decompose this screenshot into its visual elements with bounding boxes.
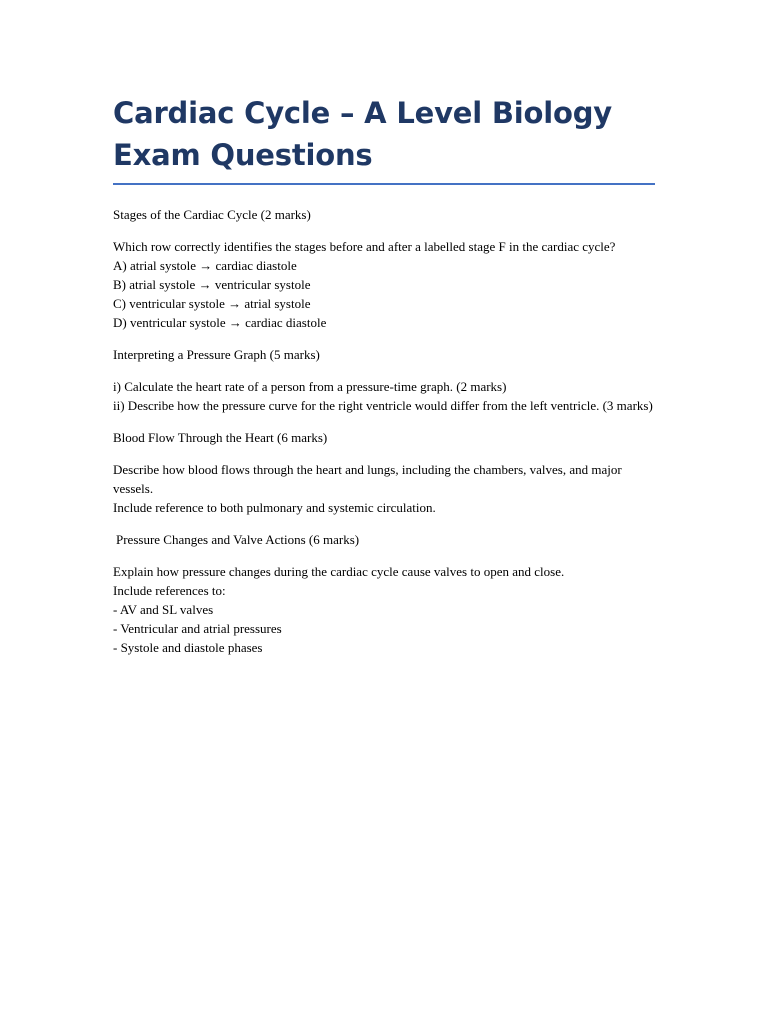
question-note: Include reference to both pulmonary and systemic circulation.: [113, 500, 436, 515]
question-text: Which row correctly identifies the stages before and after a labelled stage F in the cardiac cycle?: [113, 239, 616, 254]
question-text: Describe how blood flows through the heart and lungs, including the chambers, valves, and major vessels.: [113, 462, 622, 496]
document-title: Cardiac Cycle – A Level Biology Exam Questions: [113, 96, 612, 172]
answer-option-c: C) ventricular systole → atrial systole: [113, 296, 311, 311]
section-heading: Pressure Changes and Valve Actions (6 marks): [116, 532, 360, 547]
question-part-ii: ii) Describe how the pressure curve for the right ventricle would differ from the left ventricle. (3 marks): [113, 398, 653, 413]
answer-option-d: D) ventricular systole → cardiac diastole: [113, 315, 327, 330]
question-block: [113, 237, 655, 332]
section-heading: Stages of the Cardiac Cycle (2 marks): [113, 207, 311, 222]
question-text: Explain how pressure changes during the cardiac cycle cause valves to open and close.: [113, 564, 565, 579]
list-item: - Ventricular and atrial pressures: [113, 621, 282, 636]
answer-option-b: B) atrial systole → ventricular systole: [113, 277, 311, 292]
question-block: [113, 562, 655, 657]
section-heading: Blood Flow Through the Heart (6 marks): [113, 430, 328, 445]
question-part-i: i) Calculate the heart rate of a person from a pressure-time graph. (2 marks): [113, 379, 507, 394]
section-heading: Interpreting a Pressure Graph (5 marks): [113, 347, 320, 362]
list-item: - AV and SL valves: [113, 602, 214, 617]
answer-option-a: A) atrial systole → cardiac diastole: [113, 258, 297, 273]
document-page: [113, 92, 655, 670]
question-block: [113, 377, 655, 415]
question-note: Include references to:: [113, 583, 226, 598]
question-block: [113, 460, 655, 517]
title-underline: [113, 183, 655, 185]
list-item: - Systole and diastole phases: [113, 640, 263, 655]
